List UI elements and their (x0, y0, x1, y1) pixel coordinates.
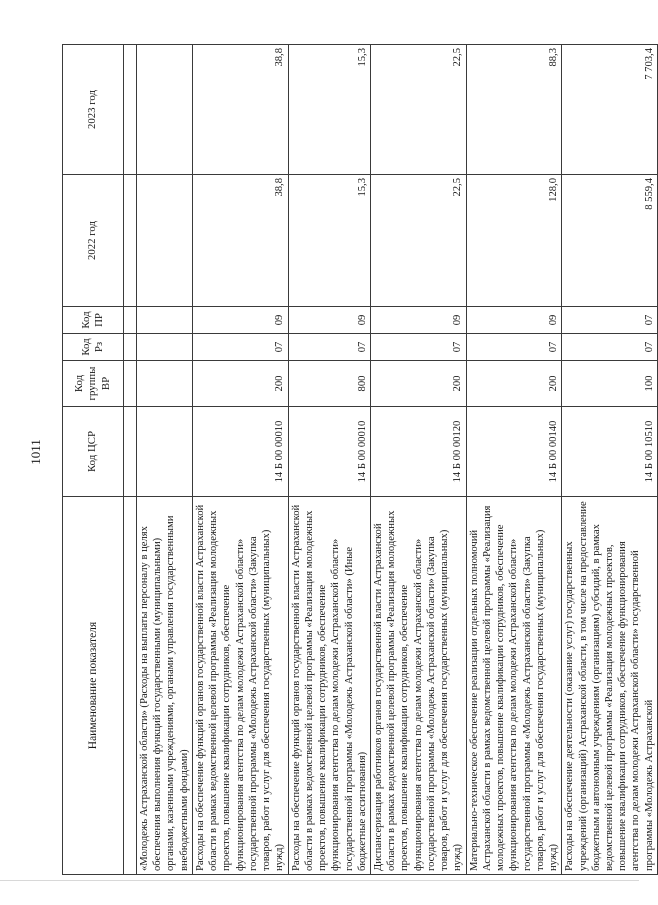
table-row (466, 45, 562, 875)
row-2022: 128,0 (466, 175, 562, 307)
header-pr: Код ПР (63, 307, 124, 334)
row-name: Расходы на обеспечение функций органов государственной власти Астраханской области в рамках ведомственной целевой программы «Реализация молодежных проектов, повышение квалификации сотрудников, обеспечение функционирования агентства по делам молодежи Астраханской области» государственной программы «Молодежь Астраханской области» (Иные бюджетные ассигнования) (288, 497, 370, 875)
header-2022: 2022 год (63, 175, 124, 307)
row-vr: 800 (288, 361, 370, 407)
row-rz (137, 334, 193, 361)
header-rz: Код Рз (63, 334, 124, 361)
row-rz: 07 (192, 334, 288, 361)
row-2022: 38,8 (192, 175, 288, 307)
table-blank-row (124, 45, 137, 875)
row-rz: 07 (288, 334, 370, 361)
row-vr (137, 361, 193, 407)
row-2023: 22,5 (370, 45, 466, 175)
row-pr: 09 (192, 307, 288, 334)
table-row (562, 45, 658, 875)
row-name: Материально-техническое обеспечение реализации отдельных полномочий Астраханской области в рамках ведомственной целевой программы «Реализация молодежных проектов, повышение квалификации сотрудников, обеспечение функционирования агентства по делам молодежи Астраханской области» государственной программы «Молодежь Астраханской области» (Закупка товаров, работ и услуг для обеспечения государственных (муниципальных) нужд) (466, 497, 562, 875)
row-2022: 15,3 (288, 175, 370, 307)
scan-edge-line (0, 880, 639, 881)
row-name: «Молодежь Астраханской области» (Расходы на выплаты персоналу в целях обеспечения выполнения функций государственными (муниципальными) органами, казенными учреждениями, органами управления государственными внебюджетными фондами) (137, 497, 193, 875)
row-csr: 14 Б 00 00010 (288, 407, 370, 497)
table-row (370, 45, 466, 875)
row-2023: 38,8 (192, 45, 288, 175)
row-csr (137, 407, 193, 497)
row-vr: 100 (562, 361, 658, 407)
row-pr: 07 (562, 307, 658, 334)
row-vr: 200 (370, 361, 466, 407)
row-2023 (137, 45, 193, 175)
row-pr: 09 (370, 307, 466, 334)
row-vr: 200 (466, 361, 562, 407)
budget-table (62, 44, 658, 875)
blank-cell (124, 361, 137, 407)
row-2022 (137, 175, 193, 307)
row-pr: 09 (466, 307, 562, 334)
row-2023: 88,3 (466, 45, 562, 175)
row-csr: 14 Б 00 00120 (370, 407, 466, 497)
blank-cell (124, 497, 137, 875)
row-csr: 14 Б 00 00140 (466, 407, 562, 497)
table-row (288, 45, 370, 875)
row-rz: 07 (370, 334, 466, 361)
row-rz: 07 (466, 334, 562, 361)
blank-cell (124, 307, 137, 334)
row-rz: 07 (562, 334, 658, 361)
row-vr: 200 (192, 361, 288, 407)
row-pr: 09 (288, 307, 370, 334)
row-2023: 15,3 (288, 45, 370, 175)
blank-cell (124, 407, 137, 497)
row-name: Расходы на обеспечение функций органов государственной власти Астраханской области в рамках ведомственной целевой программы «Реализация молодежных проектов, повышение квалификации сотрудников, обеспечение функционирования агентства по делам молодежи Астраханской области» государственной программы «Молодежь Астраханской области» (Закупка товаров, работ и услуг для обеспечения государственных (муниципальных) нужд) (192, 497, 288, 875)
blank-cell (124, 45, 137, 175)
row-2022: 22,5 (370, 175, 466, 307)
row-2022: 8 559,4 (562, 175, 658, 307)
header-2023: 2023 год (63, 45, 124, 175)
row-name: Диспансеризация работников органов государственной власти Астраханской области в рамках ведомственной целевой программы «Реализация молодежных проектов, повышение квалификации сотрудников, обеспечение функционирования агентства по делам молодежи Астраханской области» государственной программы «Молодежь Астраханской области» (Закупка товаров, работ и услуг для обеспечения государственных (муниципальных) нужд) (370, 497, 466, 875)
page-number: 1011 (28, 439, 43, 465)
header-vr: Код группы ВР (63, 361, 124, 407)
table-row (192, 45, 288, 875)
row-pr (137, 307, 193, 334)
table-header-row (63, 45, 124, 875)
row-2023: 7 703,4 (562, 45, 658, 175)
rotated-page-content (62, 45, 655, 875)
blank-cell (124, 175, 137, 307)
row-name: Расходы на обеспечение деятельности (оказание услуг) государственных учреждений (организаций) Астраханской области, в том числе на предоставление бюджетным и автономным учреждениям (организациям) субсидий, в рамках ведомственной целевой программы «Реализация молодежных проектов, повышение квалификации сотрудников, обеспечение функционирования агентства по делам молодежи Астраханской области» государственной программы «Молодежь Астраханской (562, 497, 658, 875)
blank-cell (124, 334, 137, 361)
table-row (137, 45, 193, 875)
row-csr: 14 Б 00 10510 (562, 407, 658, 497)
header-name: Наименование показателя (63, 497, 124, 875)
header-csr: Код ЦСР (63, 407, 124, 497)
row-csr: 14 Б 00 00010 (192, 407, 288, 497)
